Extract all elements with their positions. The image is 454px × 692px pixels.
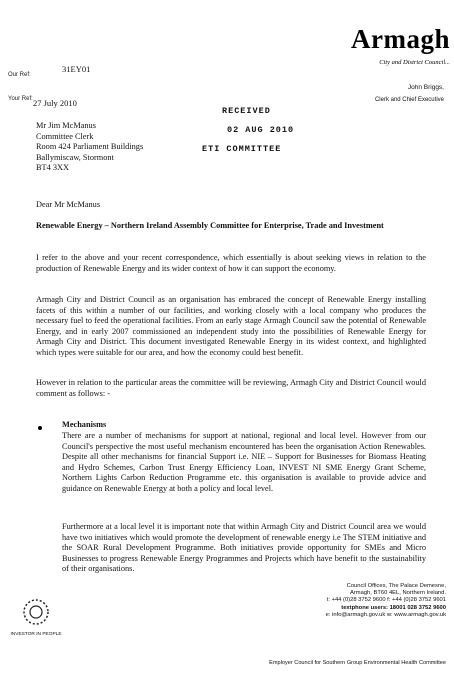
- footer-line: t: +44 (0)28 3752 9600 f: +44 (0)28 3752 9601: [326, 597, 446, 604]
- recipient-line: Ballymiscaw, Stormont: [36, 152, 114, 162]
- footer-committee: Employer Council for Southern Group Environmental Health Committee: [269, 660, 446, 666]
- sender-name: John Briggs,: [407, 84, 444, 91]
- footer-line: textphone users: 18001 028 3752 9600: [341, 604, 446, 611]
- recipient-line: Mr Jim McManus: [36, 121, 96, 130]
- logo-subtitle: City and District Council...: [379, 59, 450, 66]
- logo-wordmark: Armagh: [351, 24, 450, 54]
- our-ref-value: 31EY01: [62, 64, 91, 74]
- recipient-address: [36, 121, 216, 174]
- iip-label: INVESTOR IN PEOPLE: [10, 632, 62, 637]
- received-stamp-date: 02 AUG 2010: [227, 125, 295, 135]
- recipient-line: BT4 3XX: [36, 163, 69, 173]
- footer-line: e: info@armagh.gov.uk w: www.armagh.gov.uk: [325, 611, 446, 618]
- bullet-dot: [38, 426, 42, 430]
- letter-date: 27 July 2010: [33, 98, 77, 108]
- footer-line: Armagh, BT60 4EL, Northern Ireland.: [349, 590, 446, 597]
- investors-in-people-icon: [16, 596, 56, 628]
- body-paragraph: I refer to the above and your recent correspondence, which essentially is about seeking views in relation to the production of Renewable Energy and its wider context of how it can support the economy.: [36, 253, 426, 273]
- footer-address: [246, 583, 446, 619]
- body-paragraph: Armagh City and District Council as an organisation has embraced the concept of Renewable Energy installing facets of this within a number of our facilities, and working closely with a local company who produces the necessary fuel to feed the operational facilities. From an early stage Armagh Council saw the potential of Renewable Energy, and in early 2007 commissioned an independent study into the possibilities of Renewable Energy for Armagh City and District. This document investigated Renewable Energy in its widest context, and highlighted which types were suitable for our area, and how the economy could best benefit.: [36, 295, 426, 357]
- salutation: Dear Mr McManus: [36, 200, 101, 209]
- footer-line: Council Offices, The Palace Demesne,: [346, 583, 446, 589]
- bullet-paragraph: Furthermore at a local level it is important note that within Armagh City and District Council area we would have two initiatives which would promote the development of renewable energy i.e The STEM initiative and the SOAR Rural Development Programme. Both initiatives provide opportunity for SMEs and Micro Businesses to progress Renewable Energy Programmes and Projects which have benefit to the sustainability of their organisations.: [62, 522, 426, 574]
- sender-title: Clerk and Chief Executive: [374, 97, 444, 103]
- body-paragraph: However in relation to the particular areas the committee will be reviewing, Armagh City and District Council would comment as follows: -: [36, 378, 426, 398]
- council-logo: [300, 4, 450, 74]
- bullet-heading: Mechanisms: [62, 420, 107, 429]
- recipient-line: Committee Clerk: [36, 131, 94, 141]
- your-ref-label: Your Ref:: [8, 96, 33, 102]
- bullet-paragraph: There are a number of mechanisms for support at national, regional and local level. However from our Council's perspective the most useful mechanism encountered has been the organisation Action Renewables. Despite all other mechanisms for financial Support i.e. NIE – Support for Businesses for Biomass Heating and Hydro Schemes, Carbon Trust Energy Efficiency Loan, INVEST NI SME Energy Grant Scheme, Northern Lights Carbon Reduction Programme etc. this organisation is available to provide advice and guidance on Renewable Energy at both a policy and local level.: [62, 431, 426, 493]
- recipient-line: Room 424 Parliament Buildings: [36, 142, 144, 152]
- received-stamp-line1: RECEIVED: [222, 106, 271, 116]
- subject-line: Renewable Energy – Northern Ireland Assembly Committee for Enterprise, Trade and Investment: [36, 221, 384, 230]
- received-stamp-line3: ETI COMMITTEE: [202, 144, 282, 154]
- our-ref-label: Our Ref:: [8, 72, 31, 78]
